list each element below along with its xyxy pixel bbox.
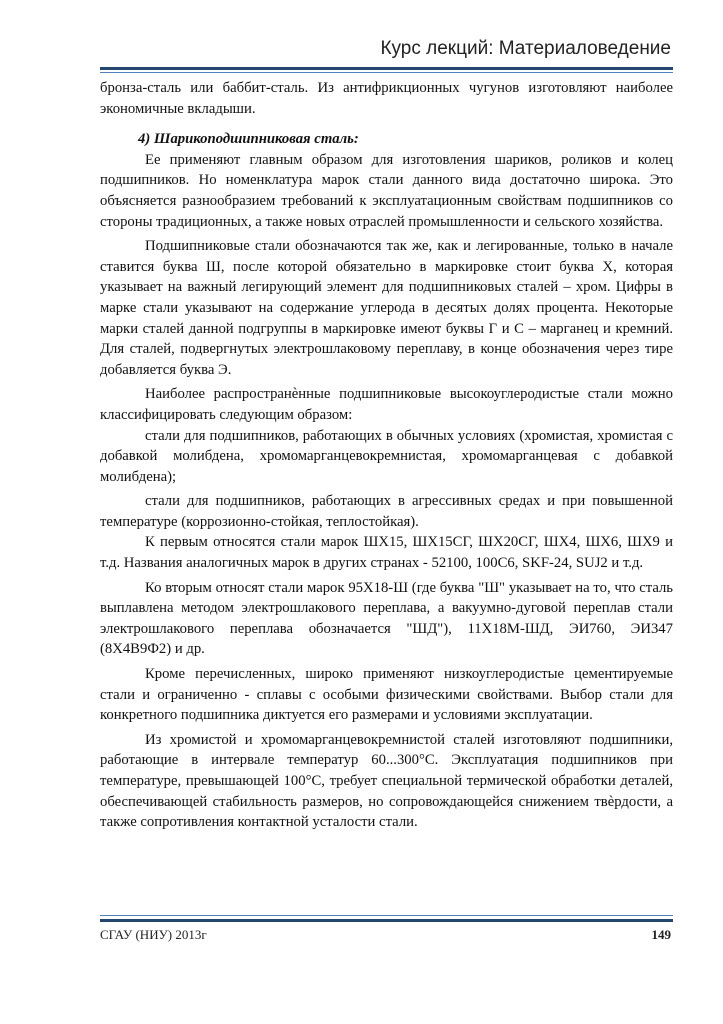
- intro-paragraph: бронза-сталь или баббит-сталь. Из антифрикционных чугунов изготовляют наиболее экономичные вкладыши.: [100, 80, 673, 117]
- paragraph-second-group: Ко вторым относят стали марок 95Х18-Ш (где буква "Ш" указывает на то, что сталь выплавлена методом электрошлакового переплава, а вакуумно-дуговой переплав стали электрошлакового переплава обозначается "ШД"), 11Х18М-ШД, ЭИ760, ЭИ347 (8Х4В9Ф2) и др.: [100, 579, 673, 658]
- paragraph-other-steels: Кроме перечисленных, широко применяют низкоуглеродистые цементируемые стали и ограниченно - сплавы с особыми физическими свойствами. Выбор стали для конкретного подшипника диктуется его размерами и условиями эксплуатации.: [100, 666, 673, 724]
- footer-institution: СГАУ (НИУ) 2013г: [100, 927, 207, 942]
- section-heading: 4) Шарикоподшипниковая сталь:: [138, 131, 359, 148]
- list-item-normal-conditions: стали для подшипников, работающих в обычных условиях (хромистая, хромистая с добавкой молибдена, хромомарганцевокремнистая, хромомарганцевая с добавкой молибдена);: [100, 427, 673, 485]
- page-number: 149: [651, 927, 671, 942]
- footer-rule-thick: [100, 919, 673, 922]
- paragraph-temperature: Из хромистой и хромомарганцевокремнистой сталей изготовляют подшипники, работающие в интервале температур 60...300°С. Эксплуатация подшипников при температуре, превышающей 100°С, требует специальной термической обработки деталей, обеспечивающей стабильность размеров, но сопровождающейся снижением твѐрдости, а также сопротивления контактной усталости стали.: [100, 731, 673, 831]
- paragraph-marking: Подшипниковые стали обозначаются так же, как и легированные, только в начале ставится буква Ш, после которой обязательно в маркировке стоит буква Х, которая указывает на важный легирующий элемент для подшипниковых сталей – хром. Цифры в марке стали указывают на содержание углерода в десятых долях процента. Некоторые марки сталей данной подгруппы в маркировке имеют буквы Г и С – марганец и кремний. Для сталей, подвергнутых электрошлаковому переплаву, в конце обозначения через тире добавляется буква Э.: [100, 238, 673, 378]
- header-rule-thin: [100, 72, 673, 73]
- paragraph-application: Ее применяют главным образом для изготовления шариков, роликов и колец подшипников. Но номенклатура марок стали данного вида достаточно широка. Это объясняется разнообразием требований к эксплуатационным свойствам подшипников со стороны традиционных, а также новых отраслей промышленности и сельского хозяйства.: [100, 151, 673, 230]
- list-item-aggressive-conditions: стали для подшипников, работающих в агрессивных средах и при повышенной температуре (коррозионно-стойкая, теплостойкая).: [100, 493, 673, 530]
- paragraph-first-group: К первым относятся стали марок ШХ15, ШХ15СГ, ШХ20СГ, ШХ4, ШХ6, ШХ9 и т.д. Названия аналогичных марок в других странах - 52100, 100C6, SKF-24, SUJ2 и т.д.: [100, 534, 673, 572]
- header-title: Курс лекций: Материаловедение: [380, 38, 671, 59]
- paragraph-classification: Наиболее распространѐнные подшипниковые высокоуглеродистые стали можно классифицировать следующим образом:: [100, 386, 673, 423]
- footer-rule-thin: [100, 915, 673, 916]
- header-rule-thick: [100, 67, 673, 70]
- page-body: [100, 78, 673, 833]
